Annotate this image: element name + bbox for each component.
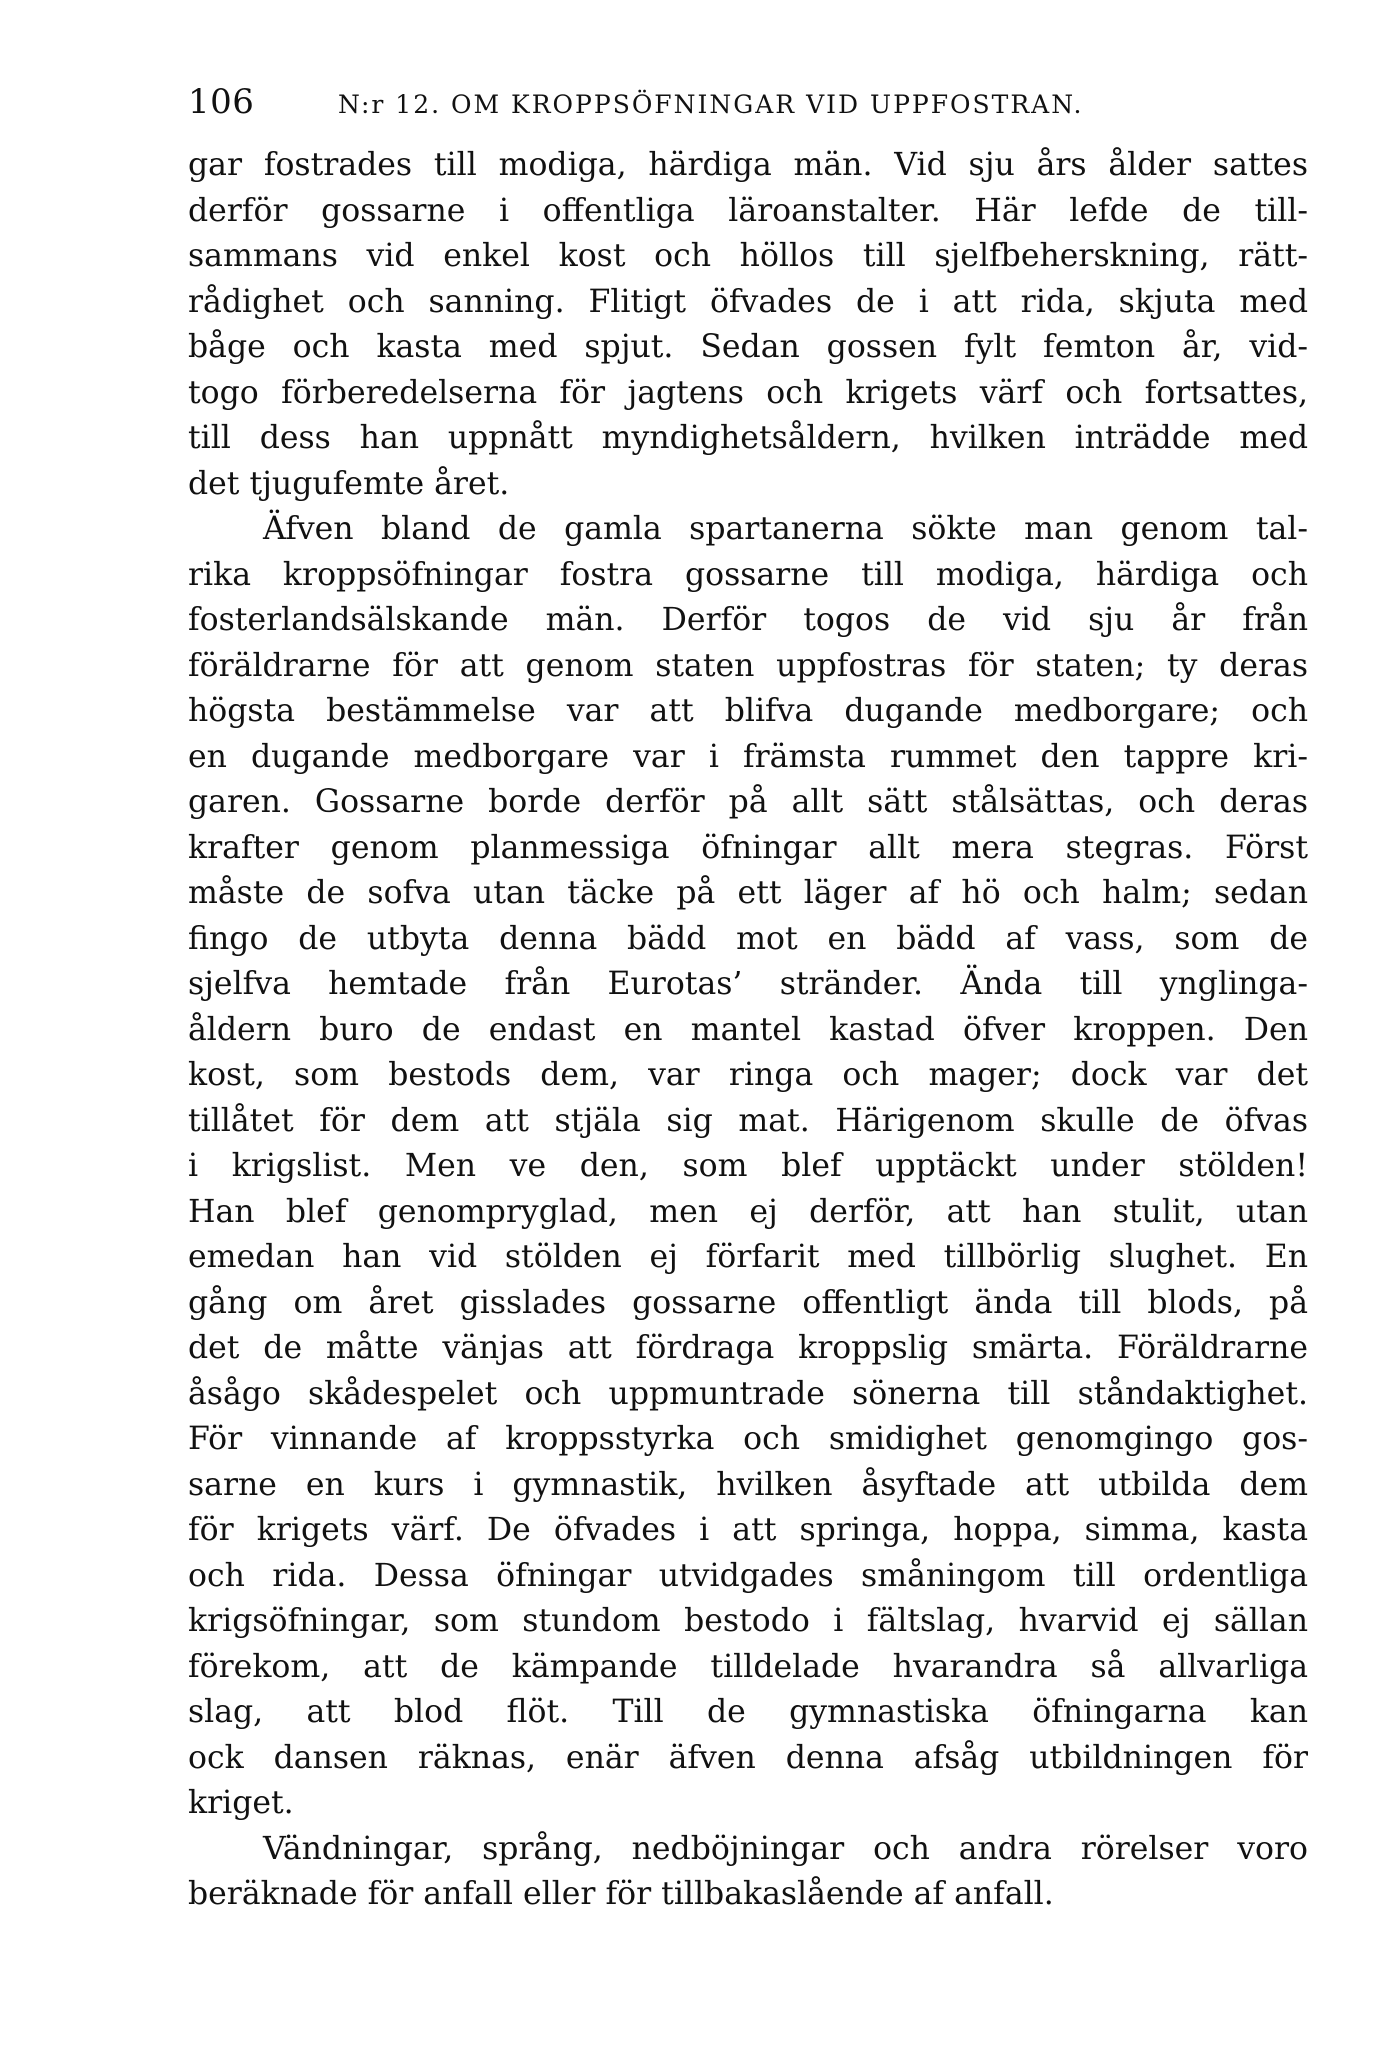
text-line: Äfven bland de gamla spartanerna sökte man genom tal-	[263, 511, 1308, 547]
text-line: det de måtte vänjas att fördraga kroppslig smärta. Föräldrarne	[188, 1330, 1308, 1366]
text-line: ock dansen räknas, enär äfven denna afsåg utbildningen för	[188, 1739, 1308, 1776]
text-line: kost, som bestods dem, var ringa och mager; dock var det	[188, 1057, 1308, 1093]
text-line: åldern buro de endast en mantel kastad öfver kroppen. Den	[188, 1011, 1308, 1048]
text-line: slag, att blod flöt. Till de gymnastiska öfningarna kan	[188, 1694, 1308, 1730]
text-line: För vinnande af kroppsstyrka och smidighet genomgingo gos-	[188, 1421, 1308, 1457]
text-line: tillåtet för dem att stjäla sig mat. Härigenom skulle de öfvas	[188, 1102, 1308, 1139]
text-line: sammans vid enkel kost och höllos till sjelfbeherskning, rätt-	[188, 238, 1308, 274]
text-line: beräknade för anfall eller för tillbakaslående af anfall.	[188, 1876, 1054, 1912]
text-line: rika kroppsöfningar fostra gossarne till modiga, härdiga och	[188, 556, 1308, 593]
text-line: kriget.	[188, 1785, 294, 1821]
text-line: gar fostrades till modiga, härdiga män. Vid sju års ålder sattes	[188, 147, 1308, 183]
running-head: N:r 12. OM KROPPSÖFNINGAR VID UPPFOSTRAN.	[338, 90, 1084, 119]
text-line: måste de sofva utan täcke på ett läger af hö och halm; sedan	[188, 875, 1308, 911]
text-line: föräldrarne för att genom staten uppfostras för staten; ty deras	[188, 647, 1308, 684]
text-line: åsågo skådespelet och uppmuntrade sönerna till ståndaktighet.	[188, 1375, 1308, 1412]
text-line: sjelfva hemtade från Eurotas’ stränder. Ända till ynglinga-	[188, 966, 1308, 1002]
text-line: en dugande medborgare var i främsta rummet den tappre kri-	[188, 738, 1308, 775]
page-number: 106	[188, 82, 255, 122]
text-line: togo förberedelserna för jagtens och krigets värf och fortsattes,	[188, 374, 1308, 411]
text-line: förekom, att de kämpande tilldelade hvarandra så allvarliga	[188, 1648, 1308, 1685]
text-line: i krigslist. Men ve den, som blef upptäckt under stölden!	[188, 1148, 1308, 1184]
text-line: derför gossarne i offentliga läroanstalter. Här lefde de till-	[188, 192, 1308, 229]
text-line: det tjugufemte året.	[188, 465, 510, 502]
text-line: för krigets värf. De öfvades i att springa, hoppa, simma, kasta	[188, 1512, 1308, 1548]
text-line: garen. Gossarne borde derför på allt sätt stålsättas, och deras	[188, 784, 1308, 820]
body-text	[188, 143, 1308, 1918]
text-line: krafter genom planmessiga öfningar allt mera stegras. Först	[188, 829, 1308, 866]
text-line: emedan han vid stölden ej förfarit med tillbörlig slughet. En	[188, 1239, 1308, 1275]
text-line: och rida. Dessa öfningar utvidgades småningom till ordentliga	[188, 1557, 1308, 1594]
text-line: gång om året gisslades gossarne offentligt ända till blods, på	[188, 1284, 1308, 1321]
page-header	[188, 82, 1308, 132]
text-line: rådighet och sanning. Flitigt öfvades de i att rida, skjuta med	[188, 283, 1308, 320]
text-line: sarne en kurs i gymnastik, hvilken åsyftade att utbilda dem	[188, 1466, 1308, 1503]
text-line: högsta bestämmelse var att blifva dugande medborgare; och	[188, 693, 1308, 729]
text-line: fingo de utbyta denna bädd mot en bädd af vass, som de	[188, 920, 1308, 957]
text-line: Han blef genompryglad, men ej derför, att han stulit, utan	[188, 1193, 1308, 1230]
text-line: Vändningar, språng, nedböjningar och andra rörelser voro	[263, 1830, 1308, 1867]
text-line: krigsöfningar, som stundom bestodo i fältslag, hvarvid ej sällan	[188, 1603, 1308, 1639]
text-line: till dess han uppnått myndighetsåldern, hvilken inträdde med	[188, 420, 1308, 456]
text-line: båge och kasta med spjut. Sedan gossen fylt femton år, vid-	[188, 329, 1308, 365]
text-line: fosterlandsälskande män. Derför togos de vid sju år från	[188, 602, 1308, 638]
